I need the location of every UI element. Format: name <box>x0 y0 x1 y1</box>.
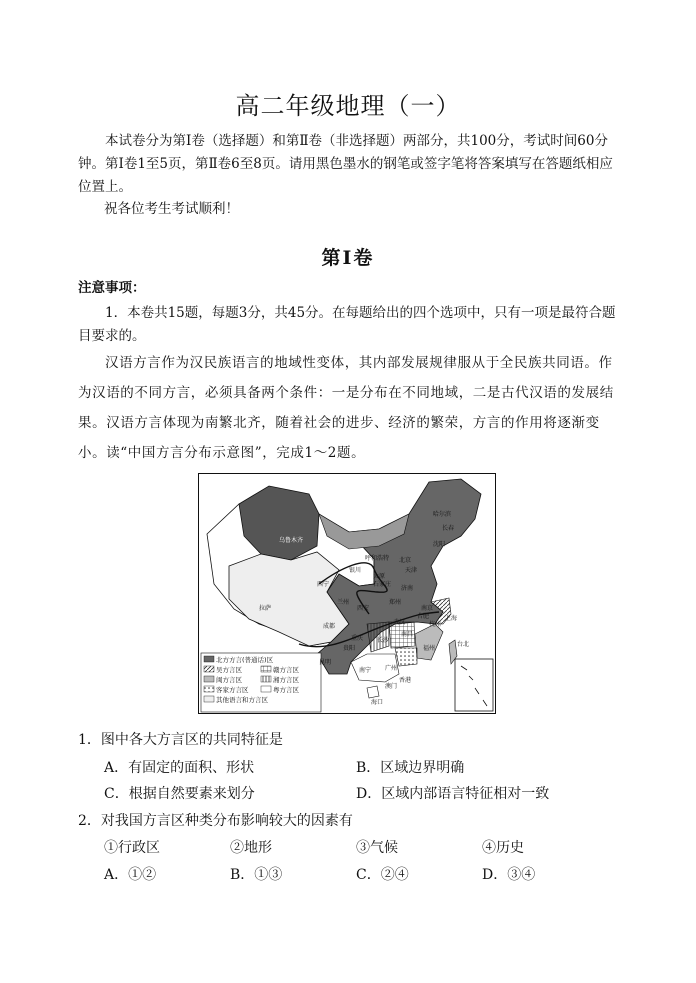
city-label: 武汉 <box>393 619 406 626</box>
legend-wu: 吴方言区 <box>216 666 242 674</box>
city-label: 西宁 <box>317 581 330 588</box>
section-title: 第Ⅰ卷 <box>321 247 375 269</box>
city-label: 拉萨 <box>259 605 272 612</box>
q1-option-c[interactable]: C．根据自然要素来划分 <box>104 786 255 802</box>
city-label: 济南 <box>401 585 414 592</box>
question-2 <box>78 810 353 830</box>
q2-option-b[interactable]: B．①③ <box>230 867 283 883</box>
legend-hakka: 客家方言区 <box>216 686 249 694</box>
city-label: 太原 <box>373 573 386 580</box>
city-label: 昆明 <box>319 659 332 666</box>
city-label: 台北 <box>457 641 470 648</box>
city-label: 石家庄 <box>373 581 392 588</box>
question-number: 2． <box>78 813 101 829</box>
hainan-island <box>367 686 379 698</box>
city-label: 香港 <box>399 677 412 684</box>
city-label: 澳门 <box>385 683 398 690</box>
q1-option-a[interactable]: A．有固定的面积、形状 <box>104 760 255 776</box>
china-dialect-map <box>198 473 496 714</box>
question-1 <box>78 729 283 749</box>
notice-text: 1．本卷共15题，每题3分，共45分。在每题给出的四个选项中，只有一项是最符合题目要求的。 <box>78 305 616 344</box>
q2-item-3: ③气候 <box>356 840 398 856</box>
city-label: 西安 <box>357 605 370 612</box>
q2-item-2: ②地形 <box>230 840 272 856</box>
city-label: 哈尔滨 <box>433 511 452 518</box>
city-label: 乌鲁木齐 <box>279 537 304 544</box>
map-graphic <box>199 474 495 713</box>
reading-passage: 汉语方言作为汉民族语言的地域性变体，其内部发展规律服从于全民族共同语。作为汉语的不同方言，必须具备两个条件：一是分布在不同地域，二是古代汉语的发展结果。汉语方言体现为南繁北齐，随着社会的进步、经济的繁荣，方言的作用将逐渐变小。读“中国方言分布示意图”，完成1～2题。 <box>78 355 614 461</box>
legend-xiang: 湘方言区 <box>273 676 299 684</box>
q2-item-4: ④历史 <box>482 840 524 856</box>
south-china-sea-inset <box>455 659 493 711</box>
q2-item-1: ①行政区 <box>104 840 160 856</box>
city-label: 沈阳 <box>433 541 446 548</box>
city-label: 重庆 <box>351 635 364 642</box>
city-label: 海口 <box>371 699 384 706</box>
city-label: 贵阳 <box>343 645 356 652</box>
page-title: 高二年级地理（一） <box>235 92 461 120</box>
question-number: 1． <box>78 732 101 748</box>
city-label: 南京 <box>421 605 434 612</box>
city-label: 长春 <box>442 525 455 532</box>
q2-option-d[interactable]: D．③④ <box>482 867 536 883</box>
city-label: 北京 <box>399 557 412 564</box>
good-luck-line: 祝各位考生考试顺利！ <box>104 201 239 217</box>
city-label: 南昌 <box>401 631 414 638</box>
city-label: 银川 <box>349 567 362 574</box>
question-stem: 图中各大方言区的共同特征是 <box>100 732 283 748</box>
legend-northern: 北方方言(普通话)区 <box>216 656 274 664</box>
legend-yue: 粤方言区 <box>273 686 299 694</box>
city-label: 杭州 <box>429 621 442 628</box>
city-label: 福州 <box>423 645 436 652</box>
city-label: 呼和浩特 <box>365 555 390 562</box>
q1-option-d[interactable]: D．区域内部语言特征相对一致 <box>356 786 550 802</box>
city-label: 合肥 <box>417 613 430 620</box>
q2-option-c[interactable]: C．②④ <box>356 867 409 883</box>
city-label: 兰州 <box>337 599 350 606</box>
city-label: 郑州 <box>389 599 402 606</box>
exam-instructions: 本试卷分为第Ⅰ卷（选择题）和第Ⅱ卷（非选择题）两部分，共100分，考试时间60分钟。第Ⅰ卷1至5页，第Ⅱ卷6至8页。请用黑色墨水的钢笔或签字笔将答案填写在答题纸相应位置上。 <box>78 133 613 195</box>
city-label: 南宁 <box>359 667 372 674</box>
legend-min: 闽方言区 <box>216 676 242 684</box>
q2-option-a[interactable]: A．①② <box>104 867 157 883</box>
city-label: 长沙 <box>377 637 390 644</box>
city-label: 上海 <box>445 615 458 622</box>
legend-gan: 赣方言区 <box>273 666 299 674</box>
city-label: 成都 <box>323 623 336 630</box>
legend-other: 其他语言和方言区 <box>216 696 268 704</box>
city-label: 广州 <box>385 665 398 672</box>
q1-option-b[interactable]: B．区域边界明确 <box>356 760 465 776</box>
qinghai-tibet-region <box>229 552 349 646</box>
question-stem: 对我国方言区种类分布影响较大的因素有 <box>100 813 353 829</box>
min-dialect-region <box>415 624 443 660</box>
hakka-dialect-region <box>395 648 417 666</box>
city-label: 天津 <box>405 567 418 574</box>
notice-heading: 注意事项： <box>78 280 146 296</box>
